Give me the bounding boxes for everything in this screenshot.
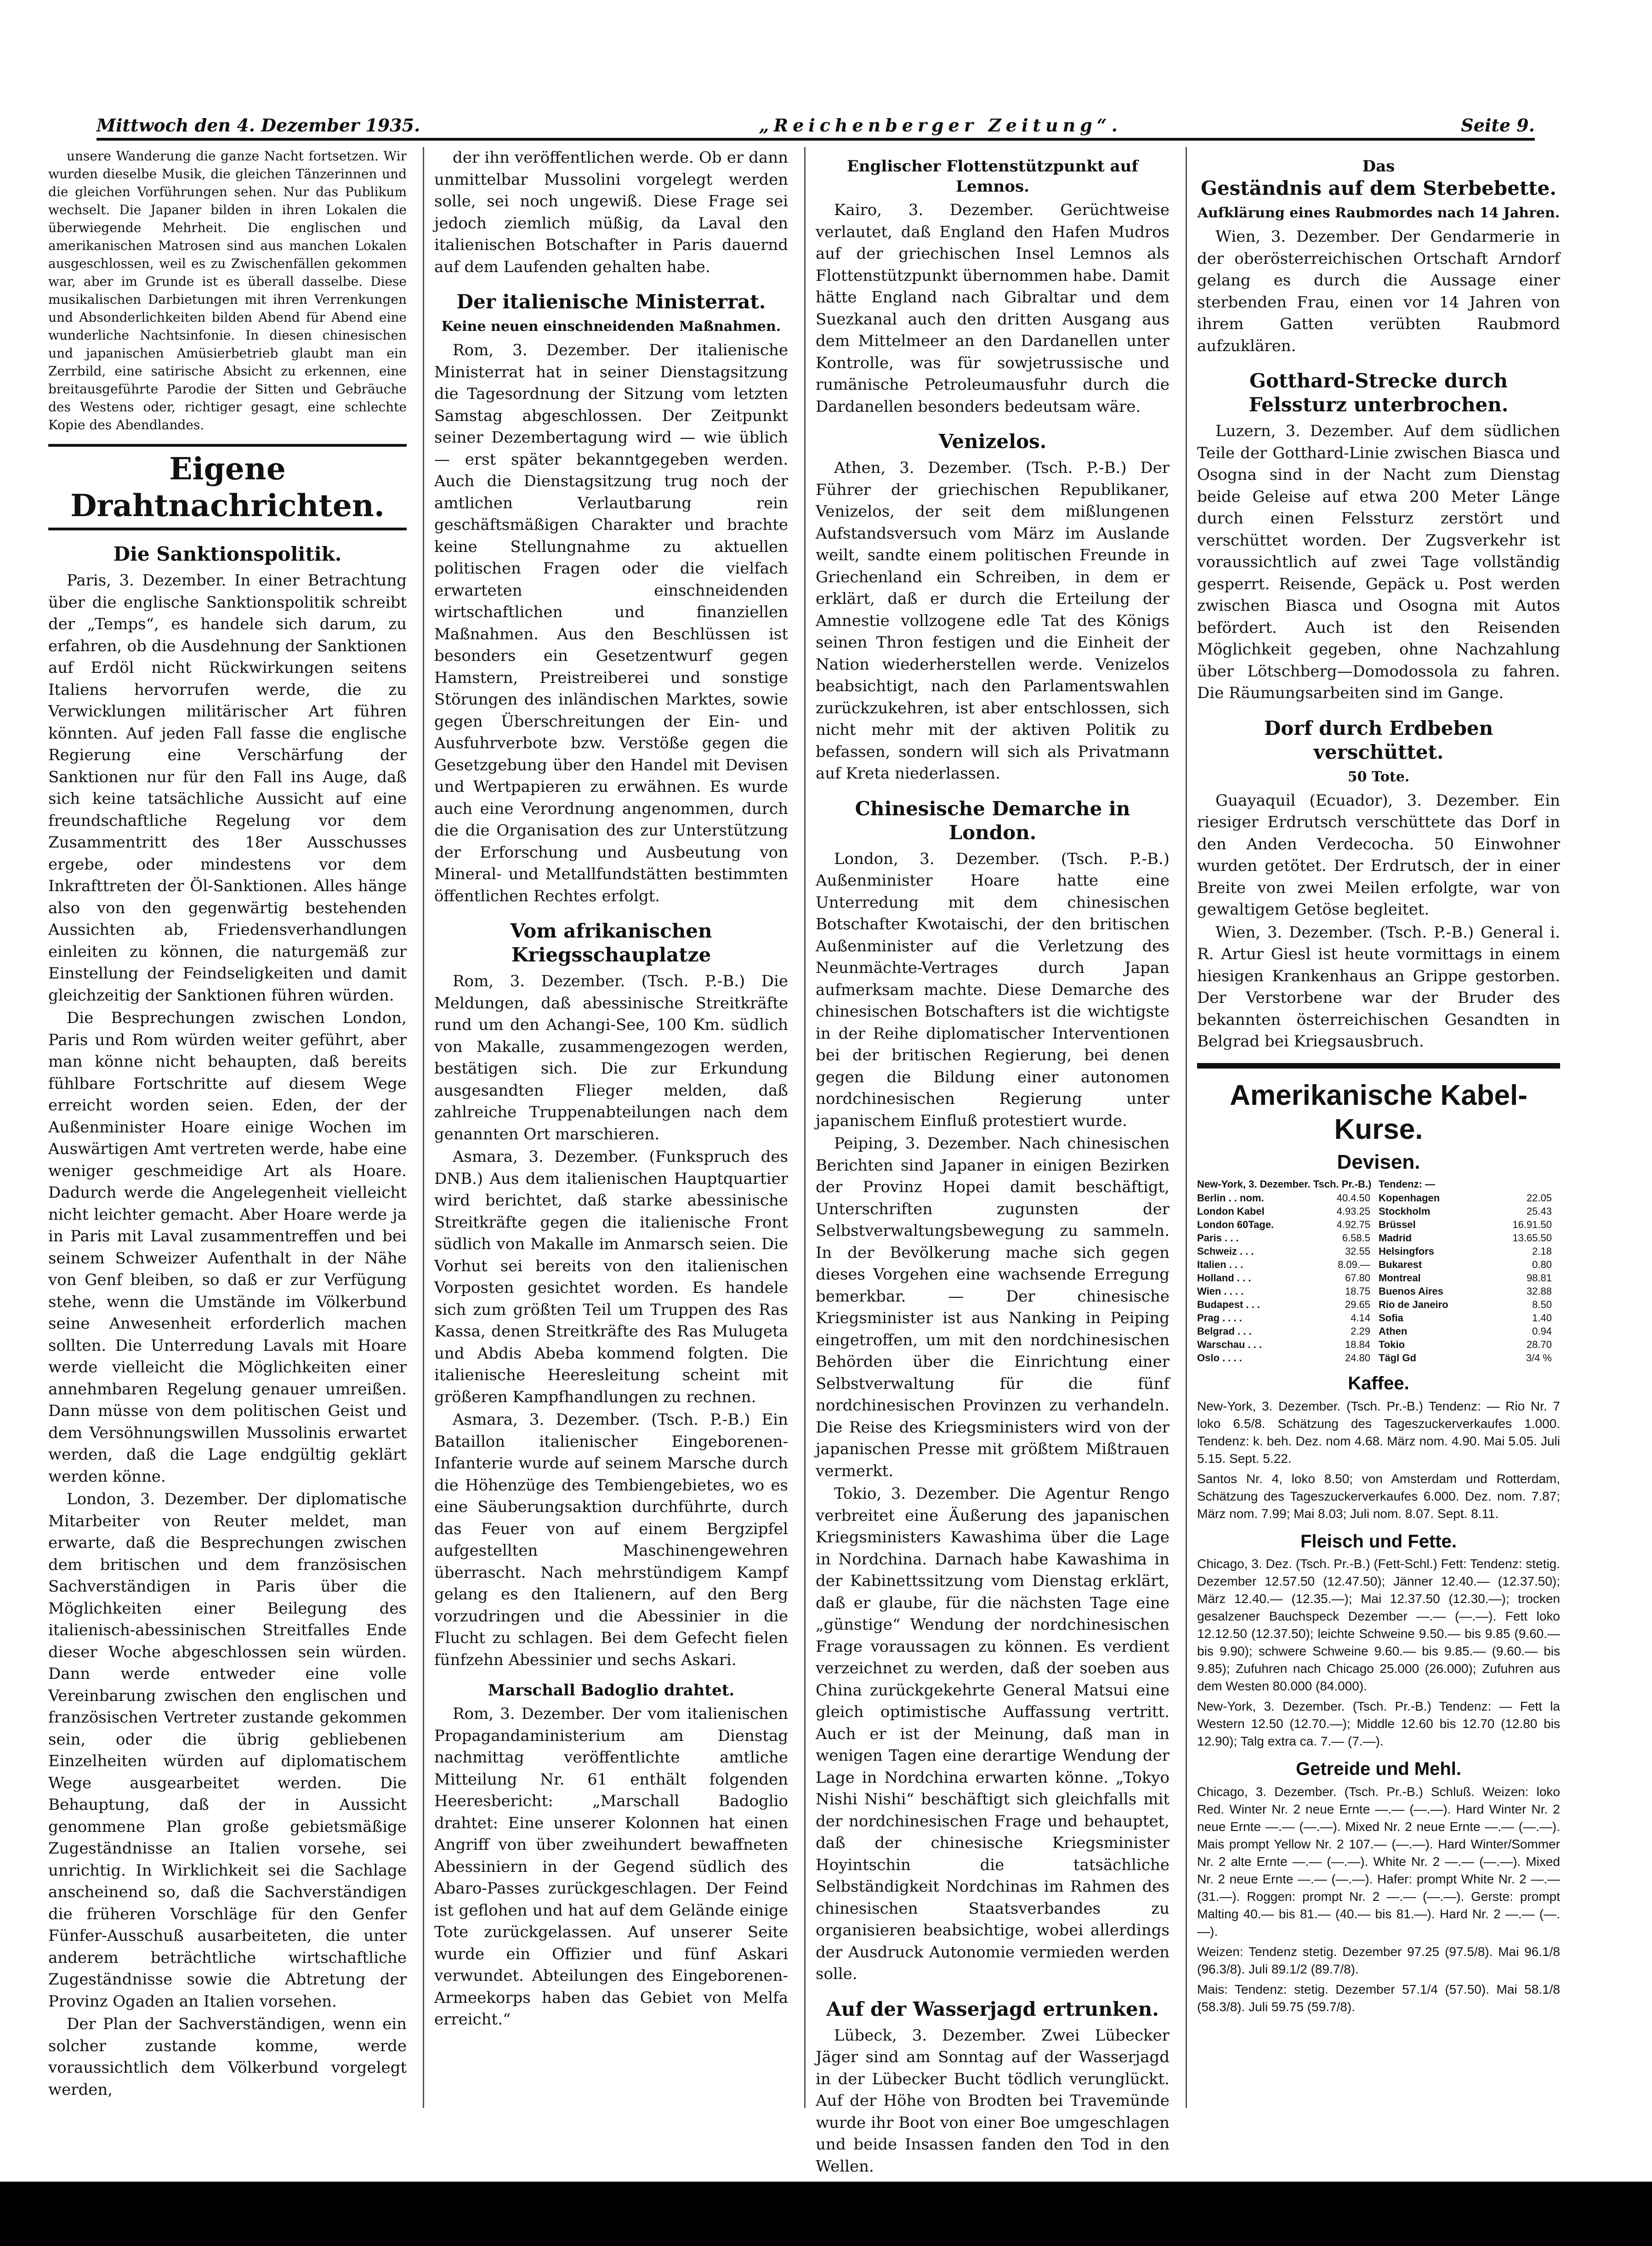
article-paragraph: Lübeck, 3. Dezember. Zwei Lübecker Jäger sind am Sonntag auf der Wasserjagd in der Lübecker Bucht tödlich verunglückt. Auf der Höhe von Brodten bei Travemünde wurde ihr Boot von einer Boe umgeschlagen und beide Insassen fanden den Tod in den Wellen. (816, 2026, 1169, 2176)
devisen-place: Oslo . . . . (1197, 1352, 1242, 1364)
column-divider (1186, 147, 1187, 2108)
devisen-row (1379, 1231, 1560, 1245)
devisen-column-right (1379, 1191, 1560, 1365)
headline-kriegsschauplatz: Vom afrikanischen Kriegsschauplatze (510, 920, 712, 966)
devisen-row (1197, 1311, 1379, 1325)
section-rule (1197, 1063, 1560, 1069)
devisen-table (1197, 1191, 1560, 1365)
market-paragraph: Weizen: Tendenz stetig. Dezember 97.25 (97.5/8). Mai 96.1/8 (96.3/8). Juli 89.1/2 (89.7/8). (1197, 1944, 1560, 1976)
devisen-rate: 8.09.— (1338, 1259, 1370, 1270)
subheadline: Keine neuen einschneidenden Maßnahmen. (441, 318, 781, 335)
devisen-rate: 24.80 (1345, 1352, 1370, 1364)
devisen-place: Helsingfors (1379, 1245, 1435, 1257)
devisen-rate: 29.65 (1345, 1299, 1370, 1310)
article-paragraph: Rom, 3. Dezember. Der vom italienischen Propagandaministerium am Dienstag nachmittag veröffentlichte amtliche Mitteilung Nr. 61 enthält folgenden Heeresbericht: „Marschall Badoglio drahtet: Eine unserer Kolonnen hat einen Angriff von über zweihundert bewaffneten Abessiniern in der Gegend südlich des Abaro-Passes zurückgeschlagen. Der Feind ist geflohen und hat auf dem Gelände einige Tote zurückgelassen. Auf unserer Seite wurde ein Offizier und fünf Askari verwundet. Abteilungen des Eingeborenen-Armeekorps haben das Gebiet von Melfa erreicht.“ (434, 1705, 788, 2029)
devisen-row (1379, 1351, 1560, 1365)
devisen-row (1197, 1231, 1379, 1245)
devisen-rate: 67.80 (1345, 1272, 1370, 1284)
article-paragraph: Der Plan der Sachverständigen, wenn ein solcher zustande komme, werde voraussichtlich dem Völkerbund vorgelegt werden, (48, 2015, 407, 2099)
devisen-rate: 28.70 (1526, 1339, 1552, 1350)
subheadline: 50 Tote. (1347, 768, 1410, 785)
article-paragraph: Asmara, 3. Dezember. (Tsch. P.-B.) Ein Bataillon italienischer Eingeborenen-Infanterie wurde auf seinem Marsche durch die Höhenzüge des Tembiengebietes, wo es eine Säuberungsaktion durchführte, durch das Feuer von auf einem Bergzipfel aufgestellten Maschinengewehren überrascht. Nach mehrstündigem Kampf gelang es den Italienern, auf den Berg vorzudringen und die Abessinier in die Flucht zu schlagen. Bei dem Gefecht fielen fünfzehn Abessinier und sechs Askari. (434, 1410, 788, 1669)
devisen-row (1379, 1218, 1560, 1231)
article-paragraph: Luzern, 3. Dezember. Auf dem südlichen Teile der Gotthard-Linie zwischen Biasca und Osogna sind in der Nacht zum Dienstag beide Geleise auf etwa 200 Meter Länge durch einen Felssturz zerstört und verschüttet worden. Der Zugsverkehr ist voraussichtlich auf zwei Tage vollständig gesperrt. Reisende, Gepäck u. Post werden zwischen Biasca und Osogna mit Autos befördert. Auch ist den Reisenden Möglichkeit gegeben, ohne Nachzahlung über Lötschberg—Domodossola zu fahren. Die Räumungsarbeiten sind im Gange. (1197, 422, 1560, 702)
market-paragraph: Chicago, 3. Dezember. (Tsch. Pr.-B.) Schluß. Weizen: loko Red. Winter Nr. 2 neue Ernte —.— (—.—). Hard Winter Nr. 2 neue Ernte —.— (—.—). Mixed Nr. 2 neue Ernte —.— (—.—). Mais prompt Yellow Nr. 2 107.— (—.—). Hard Winter/Sommer Nr. 2 alte Ernte —.— (—.—). White Nr. 2 —.— (—.—). Mixed Nr. 2 neue Ernte —.— (—.—). Hafer: prompt White Nr. 2 —.— (31.—). Roggen: prompt Nr. 2 —.— (—.—). Gerste: prompt Malting 40.— bis 81.— (40.— bis 81.—). Hard Nr. 2 —.— (—.—). (1197, 1784, 1560, 1939)
devisen-place: Sofia (1379, 1312, 1403, 1324)
devisen-rate: 32.55 (1345, 1245, 1370, 1257)
devisen-rate: 2.29 (1351, 1325, 1370, 1337)
devisen-rate: 1.40 (1532, 1312, 1552, 1324)
article-paragraph: Rom, 3. Dezember. (Tsch. P.-B.) Die Meldungen, daß abessinische Streitkräfte rund um den Achangi-See, 100 Km. südlich von Makalle, zusammengezogen werden, bestätigen sich. Die zur Erkundung ausgesandten Flieger melden, daß zahlreiche Truppenabteilungen nach dem genannten Ort marschieren. (434, 972, 788, 1143)
article-paragraph: Guayaquil (Ecuador), 3. Dezember. Ein riesiger Erdrutsch verschüttete das Dorf in den Anden Verdecocha. 50 Einwohner wurden getötet. Der Erdrutsch, der in einer Breite von zwei Meilen erfolgte, war von gewaltigem Getöse begleitet. (1197, 791, 1560, 919)
devisen-rate: 22.05 (1526, 1192, 1552, 1204)
devisen-row (1379, 1205, 1560, 1218)
devisen-place: Bukarest (1379, 1259, 1422, 1270)
column-3 (816, 147, 1169, 2176)
article-paragraph: London, 3. Dezember. Der diplomatische Mitarbeiter von Reuter meldet, man erwarte, daß die Besprechungen zwischen dem britischen und dem französischen Sachverständigen in Paris über die Möglichkeiten einer Beilegung des italienisch-abessinischen Streitfalles Ende dieser Woche abgeschlossen sein würden. Dann werde entweder eine volle Vereinbarung zwischen den englischen und französischen Vertreter zustande gekommen sein, oder die übrig gebliebenen Einzelheiten würden auf diplomatischem Wege ausgearbeitet werden. Die Behauptung, daß der in Aussicht genommene Plan große gebietsmäßige Zugeständnisse an Italien vorsehe, sei unrichtig. In Wirklichkeit sei die Sachlage anscheinend so, daß die Sachverständigen die früheren Vorschläge für den Genfer Fünfer-Ausschuß ausarbeiteten, die unter anderem beträchtliche wirtschaftliche Zugeständnisse sowie die Abtretung der Provinz Ogaden an Italien vorsehen. (48, 1490, 407, 2011)
article-paragraph: Rom, 3. Dezember. Der italienische Ministerrat hat in seiner Dienstagsitzung die Tagesordnung der Sitzung vom letzten Samstag abgeschlossen. Der Zeitpunkt seiner Dezembertagung wird — wie üblich — erst später bekanntgegeben werden. Auch die Dienstagsitzung trug noch der amtlichen Verlautbarung rein geschäftsmäßigen Charakter und brachte keine Stellungnahme zu aktuellen politischen Fragen oder die vielfach erwarteten einschneidenden wirtschaftlichen und finanziellen Maßnahmen. Aus den Beschlüssen ist besonders ein Gesetzentwurf gegen Hamstern, Preistreiberei und sonstige Störungen des inländischen Marktes, sowie gegen Überschreitungen der Ein- und Ausfuhrverbote bzw. Verstöße gegen die Gesetzgebung über den Handel mit Devisen und Wertpapieren zu erwähnen. Es wurde auch eine Verordnung angenommen, durch die die Organisation des zur Unterstützung der Erforschung und Ausbeutung von Mineral- und Metallfundstätten bestimmten öffentlichen Rechtes erfolgt. (434, 341, 788, 905)
article-paragraph: Paris, 3. Dezember. In einer Betrachtung über die englische Sanktionspolitik schreibt der „Temps“, es handele sich darum, zu erfahren, ob die Ausdehnung der Sanktionen auf Erdöl nicht Rückwirkungen seitens Italiens hervorrufen werde, die zu Verwicklungen militärischer Art führen könnten. Auf jeden Fall fasse die englische Regierung eine Verschärfung der Sanktionen nur für den Fall ins Auge, daß sich keine tatsächliche Aussicht auf eine freundschaftliche Regelung vor dem Zusammentritt des 18er Ausschusses ergebe, oder mindestens vor dem Inkrafttreten der Öl-Sanktionen. Alles hänge also von den gegenwärtig bestehenden Aussichten ab, Friedensverhandlungen einleiten zu können, die naturgemäß zur Einstellung der Feindseligkeiten und damit gleichzeitig der Sanktionen führen würden. (48, 571, 407, 1005)
devisen-row (1197, 1285, 1379, 1298)
devisen-row (1197, 1218, 1379, 1231)
devisen-rate: 8.50 (1532, 1299, 1552, 1310)
devisen-row (1197, 1271, 1379, 1285)
devisen-place: Madrid (1379, 1232, 1412, 1244)
devisen-rate: 18.84 (1345, 1339, 1370, 1350)
devisen-row (1197, 1205, 1379, 1218)
column-4 (1197, 147, 1560, 2108)
devisen-row (1379, 1311, 1560, 1325)
devisen-row (1379, 1298, 1560, 1311)
devisen-row (1197, 1338, 1379, 1351)
column-divider (423, 147, 424, 2108)
kaffee-title: Kaffee. (1348, 1373, 1409, 1393)
devisen-row (1197, 1191, 1379, 1205)
column-2 (434, 147, 788, 2108)
devisen-rate: 13.65.50 (1512, 1232, 1552, 1244)
article-paragraph: Peiping, 3. Dezember. Nach chinesischen Berichten sind Japaner in einigen Bezirken der Provinz Hopei damit beschäftigt, Unterschriften zugunsten der Selbstverwaltungsbewegung zu sammeln. In der Bevölkerung mache sich gegen dieses Vorgehen eine wachsende Erregung bemerkbar. — Der chinesische Kriegsminister ist aus Nanking in Peiping eingetroffen, um mit den nordchinesischen Behörden über die Einrichtung einer Selbstverwaltung für die fünf nordchinesischen Provinzen zu verhandeln. Die Reise des Kriegsministers wird von der japanischen Presse mit größtem Mißtrauen vermerkt. (816, 1134, 1169, 1480)
devisen-row (1379, 1338, 1560, 1351)
devisen-place: Wien . . . . (1197, 1285, 1244, 1297)
devisen-row (1197, 1351, 1379, 1365)
kabel-kurse-title: Amerikanische Kabel-Kurse. (1230, 1079, 1527, 1145)
header-paper-title: „Reichenberger Zeitung“. (759, 115, 1122, 136)
column-1 (48, 147, 407, 2108)
devisen-place: Buenos Aires (1379, 1285, 1444, 1297)
subheadline: Aufklärung eines Raubmordes nach 14 Jahren. (1197, 205, 1560, 221)
headline-demarche: Chinesische Demarche in London. (855, 797, 1130, 844)
devisen-place: Kopenhagen (1379, 1192, 1440, 1204)
devisen-row (1379, 1325, 1560, 1338)
devisen-rate: 0.80 (1532, 1259, 1552, 1270)
devisen-rate: 4.14 (1351, 1312, 1370, 1324)
devisen-place: Prag . . . . (1197, 1312, 1242, 1324)
devisen-row (1379, 1258, 1560, 1271)
devisen-header-left: New-York, 3. Dezember. Tsch. Pr.-B.) (1197, 1178, 1372, 1190)
devisen-place: Athen (1379, 1325, 1408, 1337)
devisen-title: Devisen. (1337, 1150, 1420, 1173)
devisen-place: Italien . . . (1197, 1259, 1243, 1270)
devisen-place: Schweiz . . . (1197, 1245, 1254, 1257)
header-page-number: Seite 9. (1461, 115, 1535, 136)
market-paragraph: Mais: Tendenz: stetig. Dezember 57.1/4 (57.50). Mai 58.1/8 (58.3/8). Juli 59.75 (59.7/8). (1197, 1982, 1560, 2014)
devisen-place: Stockholm (1379, 1205, 1431, 1217)
devisen-rate: 2.18 (1532, 1245, 1552, 1257)
headline-erdbeben: Dorf durch Erdbeben verschüttet. (1264, 716, 1493, 763)
scan-border (0, 2182, 1652, 2246)
headline-gotthard: Gotthard-Strecke durch Felssturz unterbrochen. (1249, 370, 1509, 416)
market-paragraph: New-York, 3. Dezember. (Tsch. Pr.-B.) Tendenz: — Fett la Western 12.50 (12.70.—); Middle 12.60 bis 12.70 (12.80 bis 12.90); Talg extra ca. 7.— (7.—). (1197, 1699, 1560, 1748)
devisen-rate: 32.88 (1526, 1285, 1552, 1297)
headline-sanktionspolitik: Die Sanktionspolitik. (113, 543, 342, 565)
market-paragraph: Santos Nr. 4, loko 8.50; von Amsterdam und Rotterdam, Schätzung des Tageszuckerverkaufes 6.000. Dez. nom. 7.87; März nom. 7.99; Mai 8.03; Juli nom. 8.07. Sept. 8.11. (1197, 1471, 1560, 1521)
devisen-rate: 0.94 (1532, 1325, 1552, 1337)
devisen-row (1379, 1191, 1560, 1205)
devisen-row (1197, 1298, 1379, 1311)
article-paragraph: London, 3. Dezember. (Tsch. P.-B.) Außenminister Hoare hatte eine Unterredung mit dem chinesischen Botschafter Kwotaischi, der den britischen Außenminister auf die Verletzung des Neunmächte-Vertrages durch Japan aufmerksam machte. Diese Demarche des chinesischen Botschafters ist die wichtigste in der Reihe diplomatischer Interventionen bei der britischen Regierung, bei denen gegen die Bildung einer autonomen nordchinesischen Regierung unter japanischem Einfluß protestiert wurde. (816, 849, 1169, 1130)
devisen-rate: 6.58.5 (1342, 1232, 1370, 1244)
article-paragraph: Die Besprechungen zwischen London, Paris und Rom würden weiter geführt, aber man könne nicht behaupten, daß bereits fühlbare Fortschritte auf diesem Wege erreicht worden seien. Eden, der der Außenminister Hoare einige Wochen im Auswärtigen Amt vertreten werde, habe eine weniger geschmeidige Art als Hoare. Dadurch werde die Angelegenheit vielleicht nicht leichter gemacht. Aber Hoare werde ja in Paris mit Laval zusammentreffen und bei seinem Schweizer Aufenthalt in der Nähe von Genf bleiben, so daß er zur Verfügung stehe, wenn die Umstände im Völkerbund seine Anwesenheit erforderlich machen sollten. Die Unterredung Lavals mit Hoare werde vielleicht die Möglichkeiten einer annehmbaren Regelung genauer umreißen. Dann müsse von dem politischen Geist und dem Versöhnungswillen Mussolinis erwartet werden, daß die Lage endgültig geklärt werden könne. (48, 1009, 407, 1486)
devisen-header (1197, 1177, 1560, 1191)
fleisch-title: Fleisch und Fette. (1300, 1531, 1457, 1552)
devisen-place: Warschau . . . (1197, 1339, 1262, 1350)
headline-lemnos: Englischer Flottenstützpunkt auf Lemnos. (847, 157, 1138, 196)
devisen-place: Rio de Janeiro (1379, 1299, 1448, 1310)
header-rule (97, 138, 1535, 141)
devisen-rate: 4.92.75 (1336, 1219, 1370, 1230)
article-paragraph: Kairo, 3. Dezember. Gerüchtweise verlautet, daß England den Hafen Mudros auf der griechischen Insel Lemnos als Flottenstützpunkt übernommen habe. Damit hätte England nach Gibraltar und dem Suezkanal auch den dritten Ausgang aus dem Mittelmeer an den Dardanellen unter Kontrolle, was für sowjetrussische und rumänische Petroleumausfuhr durch die Dardanellen besonders bedeutsam wäre. (816, 201, 1169, 416)
devisen-place: London Kabel (1197, 1205, 1265, 1217)
headline-ministerrat: Der italienische Ministerrat. (456, 290, 766, 313)
market-paragraph: Chicago, 3. Dez. (Tsch. Pr.-B.) (Fett-Schl.) Fett: Tendenz: stetig. Dezember 12.57.50 (12.47.50); Jänner 12.40.— (12.37.50); März 12.40.— (12.35.—); Mai 12.37.50 (12.30.—); trocken gesalzener Bauchspeck Dezember —.— (—.—). Fett loko 12.12.50 (12.37.50); leichte Schweine 9.50.— bis 9.85 (9.60.— bis 9.90); schwere Schweine 9.60.— bis 9.85.— (9.60.— bis 9.85); Zufuhren nach Chicago 25.000 (26.000); Zufuhren aus dem Westen 80.000 (84.000). (1197, 1557, 1560, 1693)
devisen-place: Tokio (1379, 1339, 1405, 1350)
devisen-row (1379, 1285, 1560, 1298)
devisen-rate: 3/4 % (1526, 1352, 1552, 1364)
devisen-rate: 98.81 (1526, 1272, 1552, 1284)
article-continuation: unsere Wanderung die ganze Nacht fortsetzen. Wir wurden dieselbe Musik, die gleichen Tänzerinnen und die gleichen Vorführungen sehen. Nur das Publikum wechselt. Die Japaner bilden in ihren Lokalen die überwiegende Mehrheit. Die englischen und amerikanischen Matrosen sind aus manchen Lokalen ausgeschlossen, weil es zu Zwischenfällen gekommen war, aber im Grunde ist es überall dasselbe. Diese musikalischen Darbietungen mit ihren Verrenkungen und Absonderlichkeiten bilden Abend für Abend eine wunderliche Nachtsinfonie. In diesen chinesischen und japanischen Amüsierbetrieb glaubt man ein Zerrbild, eine satirische Absicht zu erkennen, eine breitausgeführte Parodie der Sitten und Gebräuche des Westens oder, richtiger gesagt, eine schlechte Kopie des Abendlandes. (48, 148, 407, 432)
devisen-place: Belgrad . . . (1197, 1325, 1252, 1337)
article-paragraph: Wien, 3. Dezember. (Tsch. P.-B.) General i. R. Artur Giesl ist heute vormittags in einem hiesigen Krankenhaus an Grippe gestorben. Der Verstorbene war der Bruder des bekannten österreichischen Gesandten in Belgrad bei Kriegsausbruch. (1197, 923, 1560, 1051)
headline-gestaendnis: Geständnis auf dem Sterbebette. (1200, 177, 1556, 199)
headline-venizelos: Venizelos. (938, 430, 1047, 453)
devisen-place: Brüssel (1379, 1219, 1416, 1230)
column-divider (804, 147, 806, 2108)
header-date: Mittwoch den 4. Dezember 1935. (97, 115, 420, 136)
article-paragraph: der ihn veröffentlichen werde. Ob er dann unmittelbar Mussolini vorgelegt werden solle, sei noch ungewiß. Diese Frage sei jedoch ziemlich müßig, da Laval den italienischen Botschafter in Paris dauernd auf dem Laufenden gehalten habe. (434, 148, 788, 276)
article-paragraph: Athen, 3. Dezember. (Tsch. P.-B.) Der Führer der griechischen Republikaner, Venizelos, der seit dem mißlungenen Aufstandsversuch vom März im Auslande weilt, sandte einem politischen Freunde in Griechenland ein Schreiben, in dem er erklärt, daß er durch die Erteilung der Amnestie vollzogene edle Tat des Königs seinen Thron festigen und die Einheit der Nation wiederherstellen werde. Venizelos beabsichtigt, nach den Parlamentswahlen zurückzukehren, ist aber entschlossen, sich nicht mehr mit der aktiven Politik zu befassen, sondern will sich als Privatmann auf Kreta niederlassen. (816, 459, 1169, 783)
devisen-rate: 4.93.25 (1336, 1205, 1370, 1217)
devisen-place: Tägl Gd (1379, 1352, 1416, 1364)
devisen-rate: 18.75 (1345, 1285, 1370, 1297)
devisen-row (1197, 1245, 1379, 1258)
devisen-place: Montreal (1379, 1272, 1421, 1284)
devisen-place: Paris . . . (1197, 1232, 1239, 1244)
section-banner: Eigene Drahtnachrichten. (48, 444, 407, 530)
market-reports (1197, 1373, 1560, 2016)
devisen-rate: 40.4.50 (1336, 1192, 1370, 1204)
devisen-row (1197, 1325, 1379, 1338)
headline-badoglio: Marschall Badoglio drahtet. (488, 1681, 735, 1700)
article-paragraph: Asmara, 3. Dezember. (Funkspruch des DNB.) Aus dem italienischen Hauptquartier wird berichtet, daß starke abessinische Streitkräfte gegen die italienische Front südlich von Makalle im Anmarsch seien. Die Vorhut sei bereits von den italienischen Vorposten gesichtet worden. Es handele sich zum größten Teil um Truppen des Ras Kassa, denen Streitkräfte des Ras Mulugeta und Abdis Abeba kommend folgten. Die italienische Heeresleitung scheint mit größeren Kampfhandlungen zu rechnen. (434, 1148, 788, 1406)
article-paragraph: Wien, 3. Dezember. Der Gendarmerie in der oberösterreichischen Ortschaft Arndorf gelang es durch die Aussage einer sterbenden Frau, einen vor 14 Jahren von ihrem Gatten verübten Raubmord aufzuklären. (1197, 227, 1560, 355)
devisen-row (1379, 1271, 1560, 1285)
devisen-place: Budapest . . . (1197, 1299, 1260, 1310)
devisen-column-left (1197, 1191, 1379, 1365)
devisen-place: London 60Tage. (1197, 1219, 1274, 1230)
devisen-place: Berlin . . nom. (1197, 1192, 1264, 1204)
devisen-rate: 16.91.50 (1512, 1219, 1552, 1230)
page-header (97, 99, 1535, 136)
devisen-header-right: Tendenz: — (1379, 1178, 1436, 1190)
getreide-title: Getreide und Mehl. (1295, 1759, 1462, 1779)
headline-wasserjagd: Auf der Wasserjagd ertrunken. (826, 1997, 1159, 2020)
devisen-rate: 25.43 (1526, 1205, 1552, 1217)
devisen-row (1379, 1245, 1560, 1258)
market-paragraph: New-York, 3. Dezember. (Tsch. Pr.-B.) Tendenz: — Rio Nr. 7 loko 6.5/8. Schätzung des Tageszuckerverkaufes 1.000. Tendenz: k. beh. Dez. nom 4.68. März nom. 4.90. Mai 5.05. Juli 5.15. Sept. 5.22. (1197, 1399, 1560, 1466)
devisen-row (1197, 1258, 1379, 1271)
article-paragraph: Tokio, 3. Dezember. Die Agentur Rengo verbreitet eine Äußerung des japanischen Kriegsministers Kawashima über die Lage in Nordchina. Darnach habe Kawashima in der Kabinettssitzung vom Dienstag erklärt, daß er glaube, für die nächsten Tage eine „günstige“ Wendung der nordchinesischen Frage voraussagen zu können. Es verdient verzeichnet zu werden, daß der soeben aus China zurückgekehrte General Matsui eine gleich optimistische Auffassung vertritt. Auch er ist der Meinung, daß man in wenigen Tagen eine derartige Wendung der Lage in Nordchina erwarten könne. „Tokyo Nishi Nishi“ beschäftigt sich gleichfalls mit der nordchinesischen Frage und behauptet, daß der chinesische Kriegsminister Hoyintschin die tatsächliche Selbständigkeit Nordchinas im Rahmen des chinesischen Staatsverbandes zu organisieren beabsichtige, wobei allerdings der Ausdruck Autonomie vermieden werden solle. (816, 1484, 1169, 1983)
devisen-place: Holland . . . (1197, 1272, 1251, 1284)
headline-das: Das (1362, 157, 1395, 176)
